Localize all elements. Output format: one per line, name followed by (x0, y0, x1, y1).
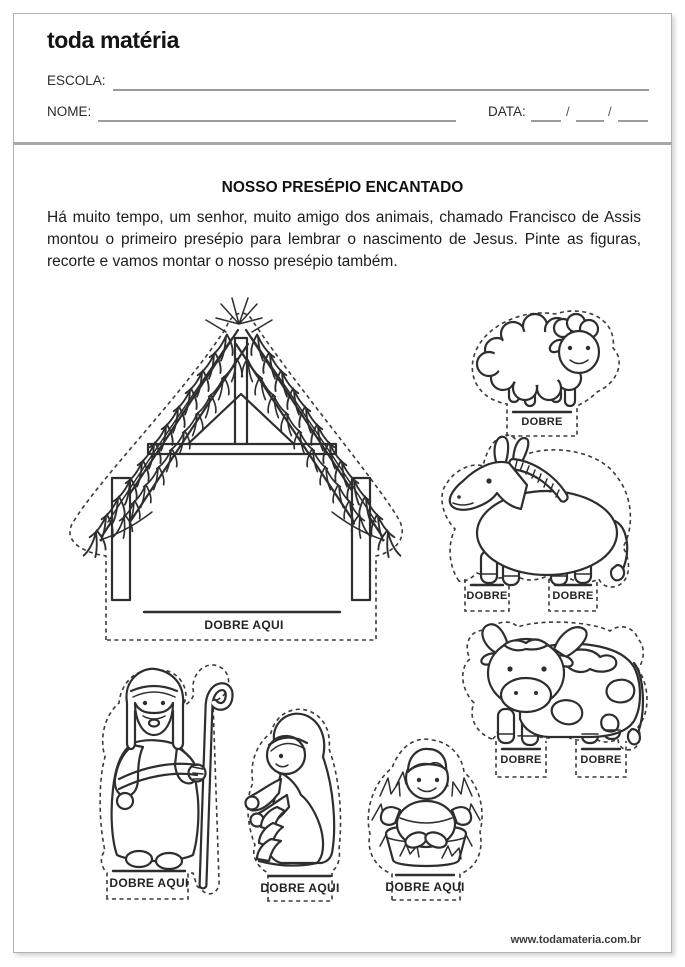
figure-sheep (459, 304, 624, 444)
date-year-line (618, 106, 648, 122)
fold-label: DOBRE AQUI (204, 618, 284, 632)
figure-joseph (93, 659, 235, 907)
toda-materia-logo: toda matéria (47, 27, 179, 53)
figure-stable (56, 294, 406, 656)
joseph-illustration (93, 659, 235, 907)
date-slash: / (566, 104, 570, 119)
instructions-text: Há muito tempo, um senhor, muito amigo dos animais, chamado Francisco de Assis montou o primeiro presépio para lembrar o nascimento de Jesus. Pinte as figuras, recorte e vamos montar o nosso presépio também. (47, 209, 641, 270)
name-write-line (98, 106, 456, 122)
donkey-illustration (423, 433, 628, 615)
date-day-line (531, 106, 561, 122)
header-divider (13, 142, 672, 145)
fold-label: DOBRE (552, 590, 594, 602)
page-title: NOSSO PRESÉPIO ENCANTADO (221, 179, 464, 196)
mary-illustration (229, 703, 364, 908)
name-label: NOME: (47, 104, 92, 119)
fold-label: DOBRE AQUI (260, 881, 340, 895)
worksheet-page (13, 13, 672, 953)
figure-mary (229, 703, 364, 908)
date-label: DATA: (488, 104, 526, 119)
fold-label: DOBRE AQUI (109, 876, 189, 890)
date-month-line (576, 106, 604, 122)
fold-label: DOBRE AQUI (385, 880, 465, 894)
fold-label: DOBRE (580, 754, 622, 766)
date-slash: / (608, 104, 612, 119)
fold-label: DOBRE (466, 590, 508, 602)
school-write-line (113, 75, 649, 91)
stable-illustration (56, 294, 406, 656)
footer-url: www.todamateria.com.br (510, 934, 641, 946)
figure-donkey (423, 433, 628, 615)
fold-label: DOBRE (521, 416, 563, 428)
fold-label: DOBRE (500, 754, 542, 766)
school-label: ESCOLA: (47, 73, 106, 88)
figure-baby-jesus (356, 734, 496, 906)
